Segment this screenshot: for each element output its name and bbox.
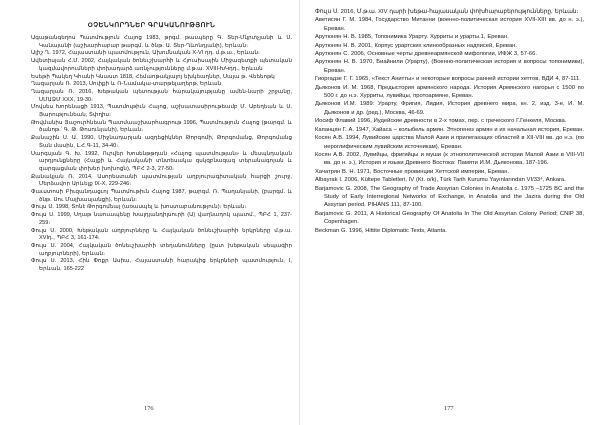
reference-entry: Barjamovic G. 2011, A Historical Geography Of Anatolia In The Old Assyrian Colony Period; CNIP 38, Copenhagen. <box>315 210 584 226</box>
reference-entry: Арутюнян С. 2006, Основные черты древнеармянской мифологии, ИФЖ 3, 57-66. <box>315 51 537 58</box>
reference-entry: Մովսես Խորենացի 1913, Պատմութիւն Հայոց, աշխատասիրութեամբ Մ. Աբեղեան և Ս. Յարությունեան, Տփղիս։ <box>31 104 292 119</box>
reference-entry: Սարգսյան Գ. Խ. 1992, Ուրվեր Խոսենթթղան «Հայոց պատմության» և մեսպնդական արդյունքները (Հայքի և Հայկականի տնտեսակա զսկզբնագագ տերանագոյան և զարգացման փոխեր խոխոցն), ՊԲՀ 2-3, 27-50։ <box>31 150 292 172</box>
reference-entry: Ավետիսյան Հ.Մ. 2002, Հայկական ծոնեւշխարհի և Հյուսիսային Միջագետքի պետական կազմավորումների փոխադարձ առնչությունները մ.թ.ա. XVIII-ԽԿդդ., Երևան <box>31 58 292 72</box>
reference-entry: Арутюнян Н. В. 2001, Корпус урартских клинообразных надписей, Ереван. <box>315 42 517 49</box>
reference-entry: Гиоргадзе Г. Г. 1965, «Текст Анитты» и некоторые вопросы ранней истории хеттов, ВДИ 4, 87-111. <box>315 76 581 83</box>
reference-entry: Ղազարյան Ռ. 2013, Սոփքի և Ռ-Նամակա-տարթելաղերթ, Երևան <box>31 81 222 88</box>
reference-entry: Փուլս Ս. 1999, Սղաթ նաուապենը Խալդյանդիլսուրի (Ա) վաղնադոկ պատմ., ՊԲՀ 1, 237-259։ <box>31 212 292 226</box>
reference-entry: Փուլս Ս. 2016, Մ.թ.ա. XIV դարի խեթա-հայասական փոխհարաբերությունները, Երևան։ <box>315 9 579 15</box>
reference-entry: Арутюнян Н. В. 1985, Топонимика Урарту. Хурриты и урарты.1, Ереван. <box>315 34 509 41</box>
reference-entry: Дьяконов И. М. 1968, Предыстория армянского народа. История Армянского нагорья с 1500 по 500 г. до н.э. Хурриты, лувийцы, протоармяне, Ереван. <box>315 84 584 100</box>
reference-entry: Փուլս Ս. 2004, Հայկական ծոնեւշխարհի տեղանունները (ըստ խեթական սեպագիր աղբյուրների), Երևան։ <box>31 242 292 257</box>
reference-entry: Եսեթի Պակեղ Կհանի Կնաստ 1818, Հեմաոթակյալոյ եխկեաղներ, Սայա թ. Վեեեոթկ <box>31 73 275 80</box>
reference-entry: Хачатрян В. Н. 1971, Восточные провинции Хеттской империи, Ереван. <box>315 168 510 175</box>
reference-entry: Капанцян Г. А. 1947, Хайаса – колыбель армян. Этногенез армян и их начальная история, Ереван. <box>315 126 585 133</box>
page-number-right: 177 <box>444 405 454 412</box>
reference-entry: Косян А.В. 2002, Лувийцы, фригийцы и муши (к этнополитической истории Малой Азии в VIII-VII вв. до н. э.), История и языки Древнего Востока: Памяти И.М. Дьяконова, 187-196. <box>315 151 584 167</box>
reference-entry: Дьяконов И.М. 1989: Урарту, Фригия, Лидия, История древнего мира, кн. 2, изд. 3-е, И. М. Дьяконов и др. (ред.), Москва, 46-69. <box>315 101 584 116</box>
reference-entry: Аветисян Г. М. 1984, Государство Митанни (военно-политическая история XVII-XIII вв. до н. э.), Ереван. <box>315 17 584 32</box>
reference-entry: Փուլս Ս. 2013, Հին Փոքր Ասիա, Հայաստանի հարակից երկրների պատմություն, I, Երևան, 165-222 <box>31 258 292 273</box>
reference-entry: Albayrak I. 2006, Kültepe Tabletleri, IV (Kt. o/k), Türk Tarih Kurumu Yayınlarından VI/33⁴, Ankara. <box>315 177 566 184</box>
page-number-left: 176 <box>144 405 154 412</box>
reference-entry: Арутюнян Н. В. 1970, Биайнили (Урарту), (Военно-политическая история и вопросы топонимики), Ереван. <box>315 59 584 74</box>
reference-entry: Թովմանիս Յաշուրհնեան Պատմաաշխարհագրութ 1996, Պատմություն Հայոց (թարգմ. և ծանոթ.՝ Գ. Թ. Թոսունյանի), Երևան։ <box>31 119 292 134</box>
reference-entry: Beckman G. 1996, Hittite Diplomatic Texts, Atlanta. <box>315 227 447 234</box>
reference-entry: Քանաշին Ս. Ա. 1990, Միջնադարյան ազդեցիկներ Թորգոմի, Թորգոմանց, Թորգոմանց Տան մասին, Լ.Հ.Գ-11, 34-40։ <box>31 135 292 149</box>
reference-entry: Քանակյան Ռ. 2014, Ասորեստանի պատմության աղբյուրագիտական հարցի շուրջ, Մերձավոր Արևելք IX-X, 229-246։ <box>31 173 292 188</box>
reference-entry: Barjamovic G. 2008, The Geography of Trade Assyrian Colonies in Anatolia c. 1975 –1725 BC and the Study of Early Interregional Networks of Exchange, in Anatolia and the Jazira during the Old Assyrian period, PIHANS 111, 87-100. <box>315 185 584 209</box>
right-page <box>300 0 600 425</box>
left-reference-list <box>31 35 292 274</box>
bibliography-heading: ОՉԵՆԿՈՐԴՆԵՐ ԳՐԱԿԱՆՈՒԹՅՈՒՆ <box>87 22 216 29</box>
reference-entry: Փուլս Ս. 1998, Տոնէ Թորգոմեալ (առասպել և խոստաբանություն)։ Երևան։ <box>31 204 247 211</box>
reference-entry: Косян А.В. 1994, Лувийские царства Малой Азии и прилегающих областей в XII-VIII вв. до н.э. (по иероглифическим лувийским источникам), Ереван. <box>315 135 584 150</box>
reference-entry: Փաւստոսի Բիւզանդացւոյ Պատմութիւն Հայոց 1987, թարգմ. Ռ. Պաղանյանի, (բարգմ. և ծնթ. Սու Մալխասյանցի), Երևան։ <box>31 189 292 203</box>
reference-entry: Ալիշ Ղ. 1972, Հայաստանի պատմություն, Ախոմնական X-VI դդ. մ.թ.ա., Երևան։ <box>31 50 260 57</box>
reference-entry: Ղազարյան Ռ. 2016, Խեթական պետության հարակայությանը ամեն-նարի շրջանը, ՍՄԱՁՄ XXX, 19-30։ <box>31 88 292 103</box>
reference-entry: Փուլս Ս. 2000, Խեթական աղբյուրները և Հայկական ծոնեւշխարհի երկրները մ.թ.ա. XVIդ., ՊԲՀ 3, 161-174։ <box>31 227 292 242</box>
reference-entry: Ագաթանգեղոս Պատմություն Հայոց 1983, թրգմ. թաւպերը Գ. Տեր-Մկրտչյանի և Ս. Կանայանի (աշխարհաբար թարգմ. և ծնթ. Ա. Տեր-Ղևոնդյանի), Երևան։ <box>31 35 292 49</box>
reference-entry: Иосиф Флавий 1996, Иудейские древности в 2-х томах, пер. с греческого Г.Генкеля, Москва. <box>315 118 567 125</box>
right-reference-list <box>315 8 584 235</box>
